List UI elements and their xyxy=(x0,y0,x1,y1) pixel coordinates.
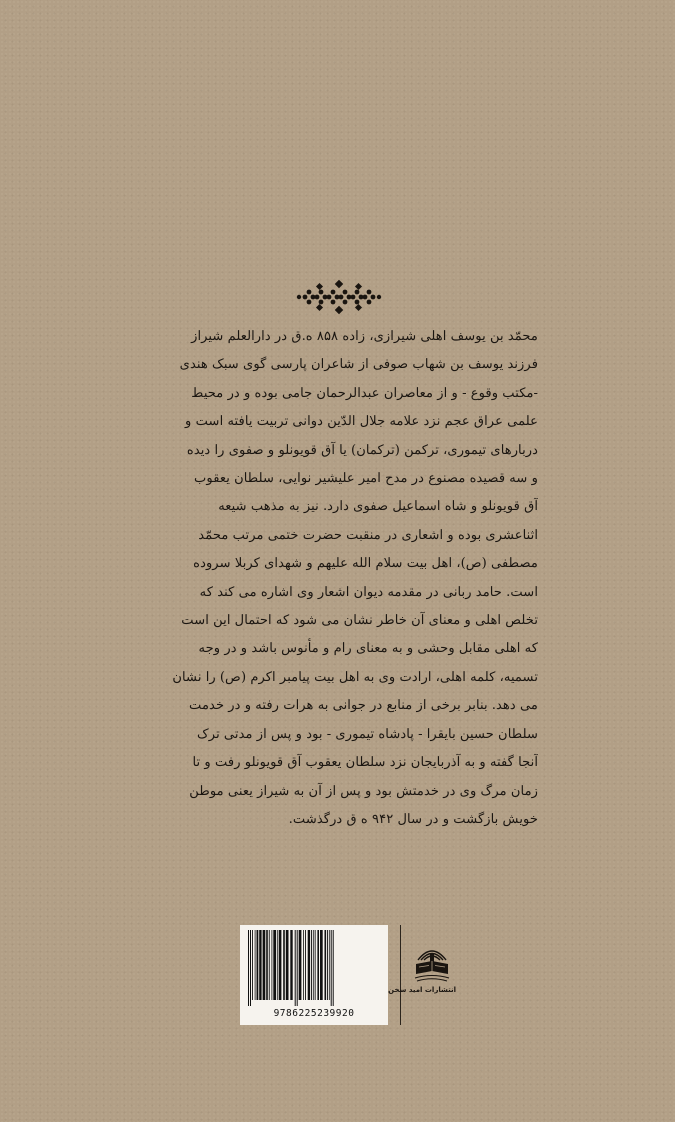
blurb-line: که اهلی مقابل وحشی و به معنای رام و مأنوس باشد و در وجه xyxy=(198,641,538,657)
isbn-number: 9786225239920 xyxy=(273,1008,355,1019)
vertical-divider xyxy=(400,925,401,1025)
blurb-line: سلطان حسین بایقرا - پادشاه تیموری - بود و پس از مدتی ترک xyxy=(196,726,538,742)
blurb-line: محمّد بن یوسف اهلی شیرازی، زاده ۸۵۸ ه.ق در دارالعلم شیراز xyxy=(191,329,538,344)
blurb-line: است. حامد ربانی در مقدمه دیوان اشعار وی اشاره می کند که xyxy=(199,584,538,600)
publisher-name: انتشارات امید سخن xyxy=(388,986,456,994)
blurb-line: فرزند یوسف بن شهاب صوفی از شاعران پارسی گوی سبک هندی xyxy=(179,357,538,373)
back-cover-blurb xyxy=(150,323,538,834)
blurb-line: علمی عراق عجم نزد علامه جلال الدّین دوانی تربیت یافته است و xyxy=(185,414,538,430)
blurb-line: آنجا گفته و به آذربایجان نزد سلطان یعقوب آق قویونلو رفت و تا xyxy=(192,755,538,771)
blurb-line: -مکتب وقوع - و از معاصران عبدالرحمان جامی بوده و در محیط xyxy=(191,385,538,401)
blurb-line: اثناعشری بوده و اشعاری در منقبت حضرت ختمی مرتب محمّد xyxy=(198,527,538,543)
isbn-barcode xyxy=(240,925,388,1025)
blurb-line: مصطفی (ص)، اهل بیت سلام الله علیهم و شهدای کربلا سروده xyxy=(193,556,538,572)
blurb-line: تخلص اهلی و معنای آن خاطر نشان می شود که احتمال این است xyxy=(181,613,538,629)
blurb-line: و سه قصیده مصنوع در مدح امیر علیشیر نوایی، سلطان یعقوب xyxy=(193,471,538,487)
blurb-line: تسمیه، کلمه اهلی، ارادت وی به اهل بیت پیامبر اکرم (ص) را نشان xyxy=(172,669,538,685)
barcode-bars xyxy=(246,930,382,1006)
floral-ornament-icon xyxy=(296,278,382,316)
blurb-line: آق قویونلو و شاه اسماعیل صفوی دارد. نیز به مذهب شیعه xyxy=(218,499,538,515)
blurb-line: زمان مرگ وی در خدمتش بود و پس از آن به شیراز یعنی موطن xyxy=(189,783,538,799)
blurb-line: خویش بازگشت و در سال ۹۴۲ ه ق درگذشت. xyxy=(288,811,538,827)
book-lamp-logo-icon xyxy=(412,940,452,984)
blurb-line: دربارهای تیموری، ترکمن (ترکمان) یا آق قویونلو و صفوی را دیده xyxy=(186,442,538,458)
blurb-line: می دهد. بنابر برخی از منابع در جوانی به هرات رفته و در خدمت xyxy=(189,698,538,714)
publisher-logo xyxy=(388,940,456,1010)
